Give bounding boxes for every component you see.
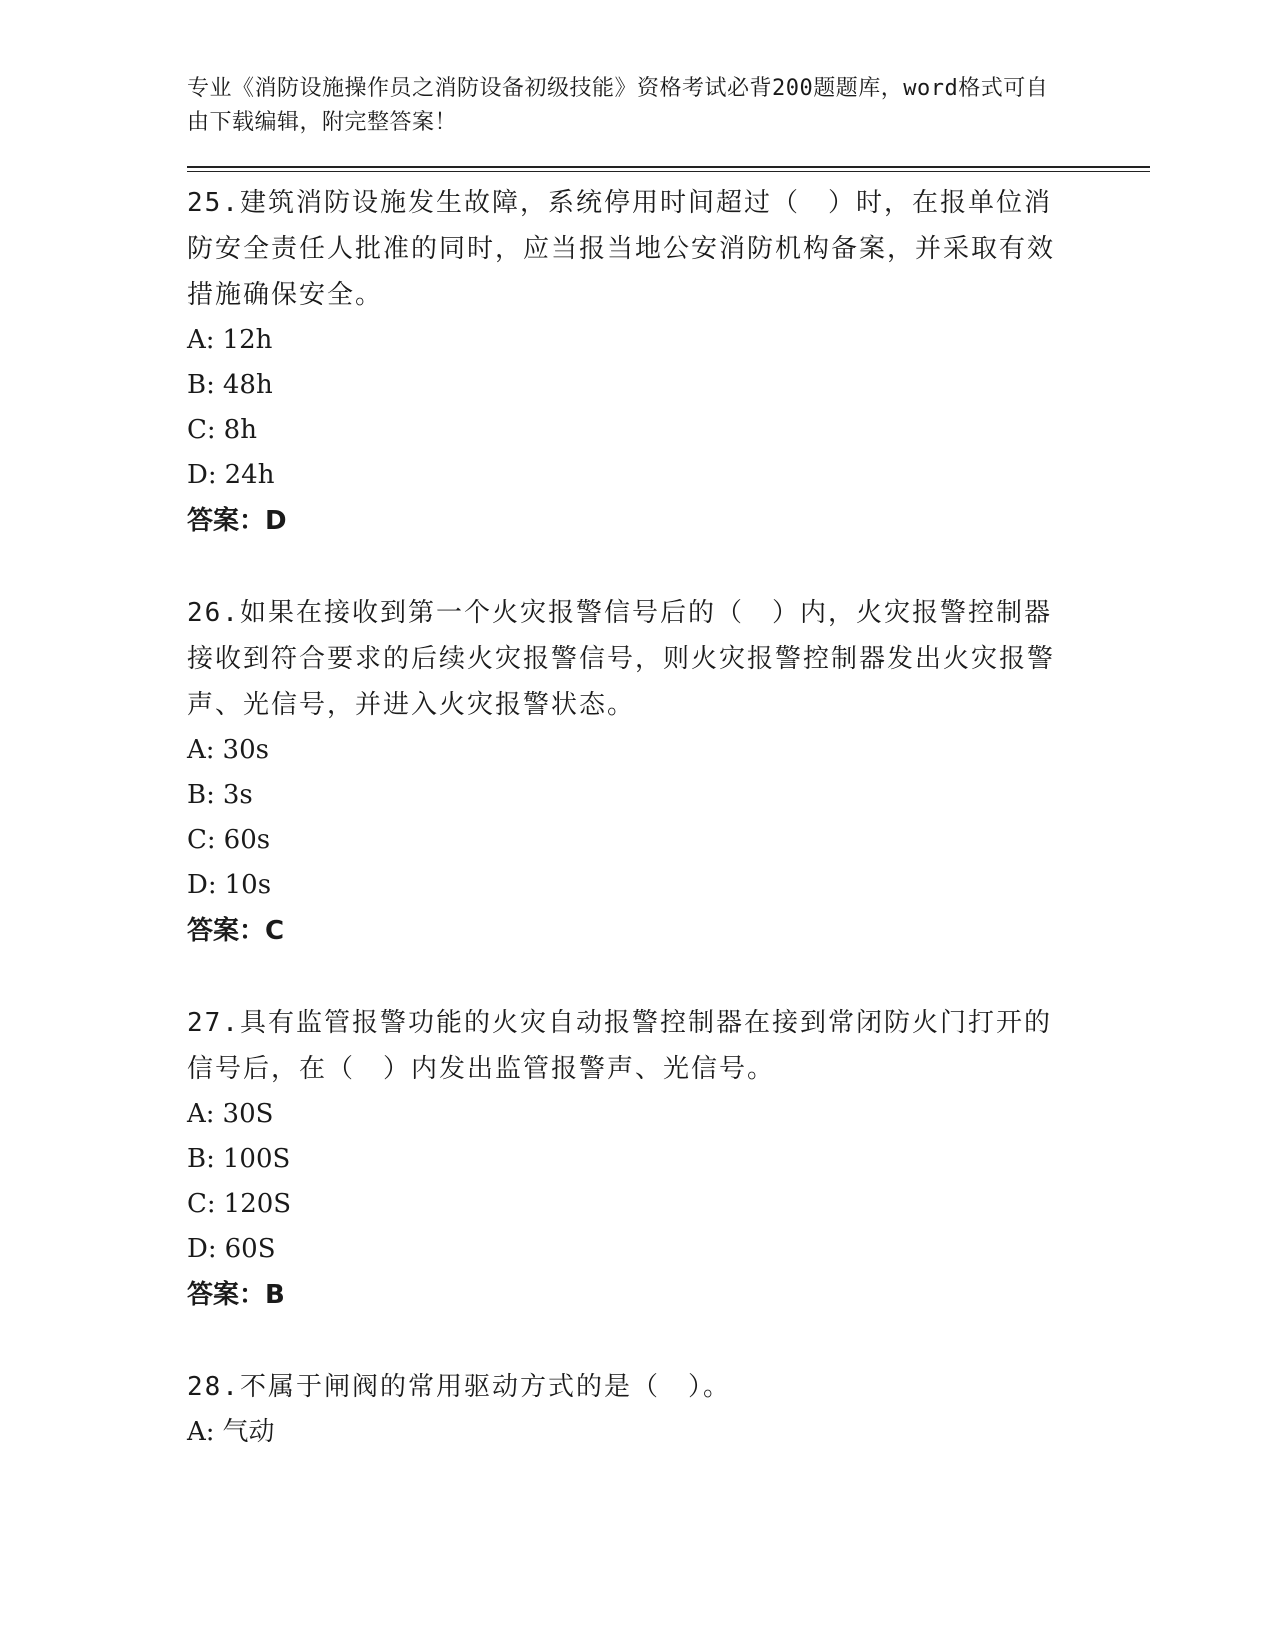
option-a	[187, 1092, 1147, 1137]
option-value: 100S	[222, 1144, 291, 1174]
option-b	[187, 1137, 1147, 1182]
answer: 答案：B	[187, 1280, 285, 1310]
option-label: D:	[187, 460, 217, 490]
option-a	[187, 1410, 1147, 1455]
option-value: 60s	[223, 825, 271, 855]
option-label: C:	[187, 415, 216, 445]
option-label: B:	[187, 370, 215, 400]
option-a	[187, 318, 1147, 363]
option-c	[187, 1182, 1147, 1227]
option-value: 10s	[224, 870, 272, 900]
option-d	[187, 863, 1147, 908]
option-value: 3s	[222, 780, 253, 810]
question-text: 25.建筑消防设施发生故障，系统停用时间超过（ ）时，在报单位消防安全责任人批准的同时，应当报当地公安消防机构备案，并采取有效措施确保安全。	[187, 188, 1056, 310]
option-d	[187, 453, 1147, 498]
option-d	[187, 1227, 1147, 1272]
option-label: A:	[187, 325, 215, 355]
option-b	[187, 363, 1147, 408]
option-value: 8h	[223, 415, 257, 445]
question-28	[187, 1364, 1147, 1455]
option-c	[187, 818, 1147, 863]
option-label: D:	[187, 1234, 217, 1264]
question-text: 28.不属于闸阀的常用驱动方式的是（ ）。	[187, 1372, 731, 1402]
option-label: A:	[187, 1417, 215, 1447]
option-value: 30S	[222, 1099, 274, 1129]
option-value: 30s	[222, 735, 269, 765]
answer: 答案：C	[187, 916, 285, 946]
option-value: 气动	[222, 1417, 275, 1447]
question-27	[187, 1000, 1147, 1318]
option-label: A:	[187, 735, 215, 765]
option-value: 60S	[224, 1234, 276, 1264]
answer: 答案：D	[187, 506, 287, 536]
question-25	[187, 180, 1147, 544]
option-label: B:	[187, 1144, 215, 1174]
option-value: 12h	[222, 325, 273, 355]
header-divider	[187, 166, 1150, 172]
option-label: C:	[187, 825, 216, 855]
option-label: D:	[187, 870, 217, 900]
option-b	[187, 773, 1147, 818]
document-page	[187, 72, 1147, 1455]
option-label: C:	[187, 1189, 216, 1219]
question-text: 27.具有监管报警功能的火灾自动报警控制器在接到常闭防火门打开的信号后，在（ ）内发出监管报警声、光信号。	[187, 1008, 1052, 1084]
question-26	[187, 590, 1147, 954]
option-label: B:	[187, 780, 215, 810]
option-c	[187, 408, 1147, 453]
option-a	[187, 728, 1147, 773]
document-header: 专业《消防设施操作员之消防设备初级技能》资格考试必背200题题库，word格式可自由下载编辑，附完整答案！	[187, 76, 1049, 135]
question-text: 26.如果在接收到第一个火灾报警信号后的（ ）内，火灾报警控制器接收到符合要求的后续火灾报警信号，则火灾报警控制器发出火灾报警声、光信号，并进入火灾报警状态。	[187, 598, 1056, 720]
option-value: 120S	[223, 1189, 292, 1219]
option-value: 24h	[224, 460, 275, 490]
option-label: A:	[187, 1099, 215, 1129]
option-value: 48h	[222, 370, 273, 400]
